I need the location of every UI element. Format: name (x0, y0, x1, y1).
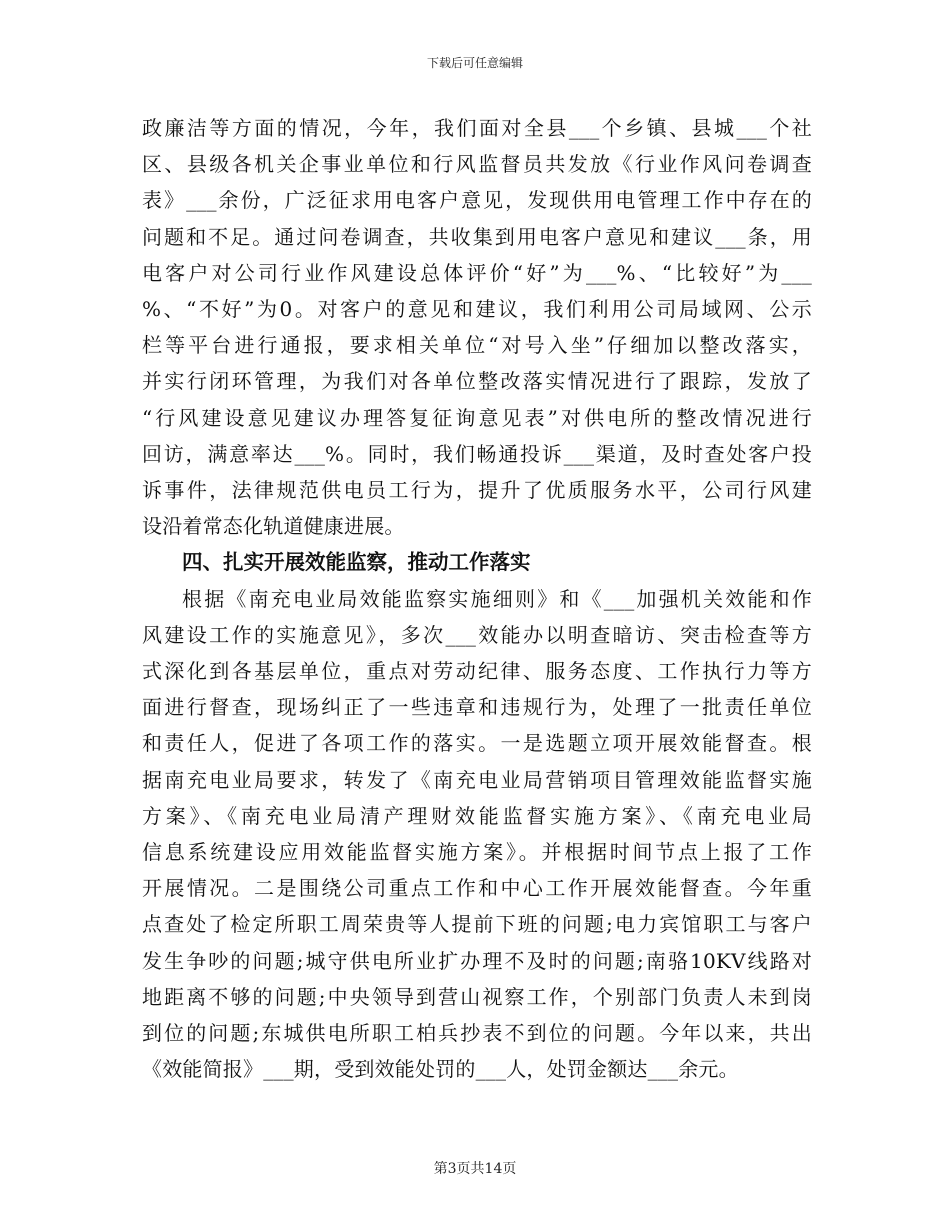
text-line: 地距离不够的问题;中央领导到营山视察工作，个别部门负责人未到岗 (142, 984, 812, 1009)
text-line: 回访，满意率达___%。同时，我们畅通投诉___渠道，及时查处客户投 (142, 441, 812, 466)
text-line: 《效能简报》___期，受到效能处罚的___人，处罚金额达___余元。 (142, 1057, 739, 1082)
text-line: 开展情况。二是围绕公司重点工作和中心工作开展效能督查。今年重 (142, 876, 812, 901)
text-line: %、“不好”为0。对客户的意见和建议，我们利用公司局域网、公示 (142, 297, 812, 322)
text-line: “行风建设意见建议办理答复征询意见表”对供电所的整改情况进行 (142, 405, 812, 430)
text-line: 方案》、《南充电业局清产理财效能监督实施方案》、《南充电业局 (142, 803, 812, 828)
text-line: 并实行闭环管理，为我们对各单位整改落实情况进行了跟踪，发放了 (142, 369, 812, 394)
page-header: 下载后可任意编辑 (426, 56, 523, 70)
text-line: 诉事件，法律规范供电员工行为，提升了优质服务水平，公司行风建 (142, 478, 812, 503)
text-line: 和责任人，促进了各项工作的落实。一是选题立项开展效能督查。根 (142, 731, 812, 756)
text-line: 发生争吵的问题;城守供电所业扩办理不及时的问题;南骆10KV线路对 (142, 948, 812, 973)
paragraph-1 (142, 110, 812, 544)
text-line: 问题和不足。通过问卷调查，共收集到用电客户意见和建议___条，用 (142, 224, 812, 249)
text-line: 面进行督查，现场纠正了一些违章和违规行为，处理了一批责任单位 (142, 695, 812, 720)
text-line: 信息系统建设应用效能监督实施方案》。并根据时间节点上报了工作 (142, 840, 812, 865)
text-line: 政廉洁等方面的情况，今年，我们面对全县___个乡镇、县城___个社 (142, 116, 812, 140)
text-line: 栏等平台进行通报，要求相关单位“对号入坐”仔细加以整改落实， (142, 333, 812, 358)
text-line: 点查处了检定所职工周荣贵等人提前下班的问题;电力宾馆职工与客户 (142, 912, 812, 937)
text-line: 据南充电业局要求，转发了《南充电业局营销项目管理效能监督实施 (142, 767, 812, 792)
section-heading: 四、扎实开展效能监察，推动工作落实 (182, 550, 531, 575)
text-line: 设沿着常态化轨道健康进展。 (142, 514, 405, 539)
text-line: 根据《南充电业局效能监察实施细则》和《___加强机关效能和作 (182, 586, 812, 611)
text-line: 电客户对公司行业作风建设总体评价“好”为___%、“比较好”为___ (142, 260, 812, 285)
paragraph-2 (142, 581, 812, 1088)
document-body (142, 110, 812, 1087)
text-line: 式深化到各基层单位，重点对劳动纪律、服务态度、工作执行力等方 (142, 659, 812, 684)
page-footer: 第3页共14页 (433, 1161, 517, 1177)
text-line: 表》___余份，广泛征求用电客户意见，发现供用电管理工作中存在的 (142, 188, 812, 213)
text-line: 区、县级各机关企事业单位和行风监督员共发放《行业作风问卷调查 (142, 152, 812, 177)
text-line: 到位的问题;东城供电所职工柏兵抄表不到位的问题。今年以来，共出 (142, 1021, 812, 1046)
text-line: 风建设工作的实施意见》，多次___效能办以明查暗访、突击检查等方 (142, 622, 812, 647)
